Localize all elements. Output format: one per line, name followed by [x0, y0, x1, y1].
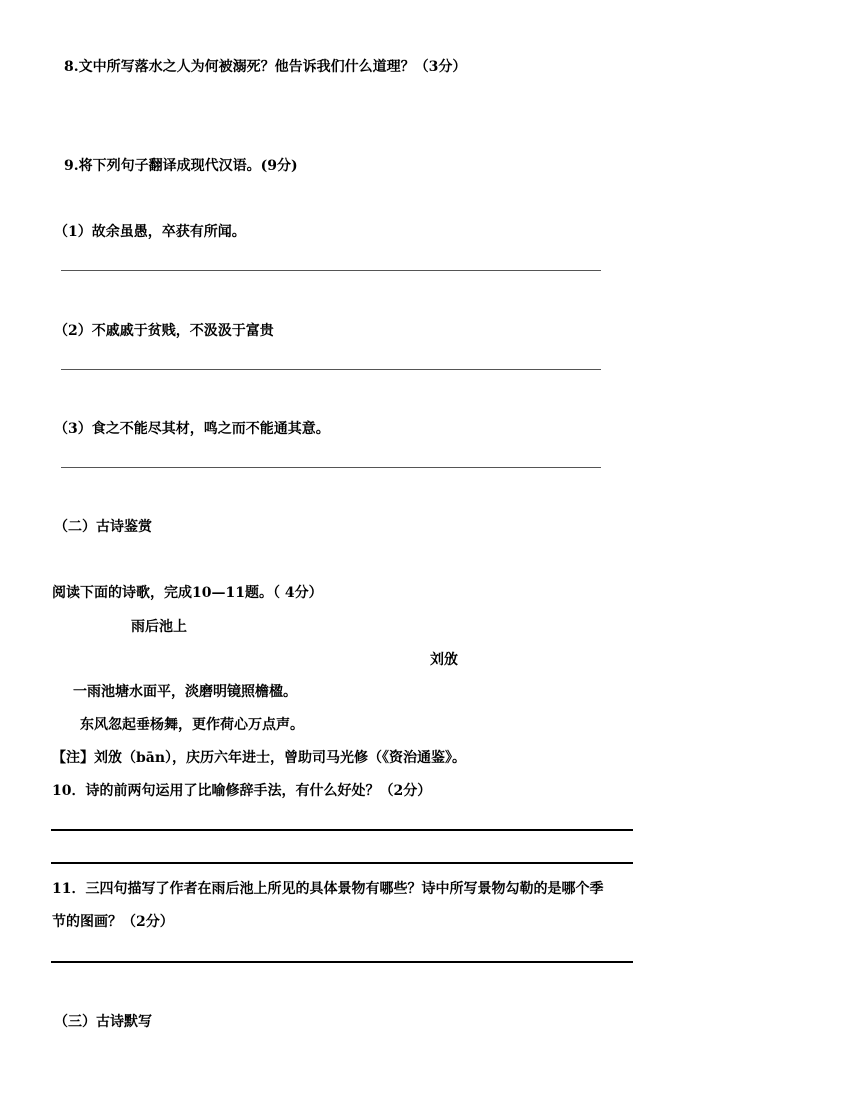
answer-line	[51, 862, 633, 864]
question-9-item-2: （2）不戚戚于贫贱，不汲汲于富贵	[54, 323, 274, 339]
question-9-item-1: （1）故余虽愚，卒获有所闻。	[54, 224, 246, 240]
poem-note: 【注】刘攽（bān），庆历六年进士，曾助司马光修（《资治通鉴》。	[52, 750, 467, 766]
poem-line-1: 一雨池塘水面平，淡磨明镜照檐楹。	[73, 684, 297, 700]
question-9: 9.将下列句子翻译成现代汉语。(9分)	[64, 158, 298, 174]
answer-line	[51, 961, 633, 963]
question-9-item-3: （3）食之不能尽其材，鸣之而不能通其意。	[54, 421, 330, 437]
answer-line	[61, 369, 601, 370]
answer-line	[61, 467, 601, 468]
poem-line-2: 东风忽起垂杨舞，更作荷心万点声。	[80, 717, 304, 733]
answer-line	[51, 829, 633, 831]
reading-instruction: 阅读下面的诗歌，完成10—11题。（ 4分）	[52, 585, 323, 601]
poem-author: 刘攽	[430, 652, 458, 668]
question-11-line-1: 11．三四句描写了作者在雨后池上所见的具体景物有哪些？诗中所写景物勾勒的是哪个季	[52, 881, 604, 897]
section-heading-poetry-dictation: （三）古诗默写	[54, 1014, 152, 1030]
section-heading-poetry-appreciation: （二）古诗鉴赏	[54, 519, 152, 535]
answer-line	[61, 270, 601, 271]
question-8: 8.文中所写落水之人为何被溺死？他告诉我们什么道理？（3分）	[64, 59, 467, 75]
question-11-line-2: 节的图画？（2分）	[52, 914, 174, 930]
poem-title: 雨后池上	[131, 619, 187, 635]
question-10: 10．诗的前两句运用了比喻修辞手法，有什么好处？（2分）	[52, 783, 432, 799]
